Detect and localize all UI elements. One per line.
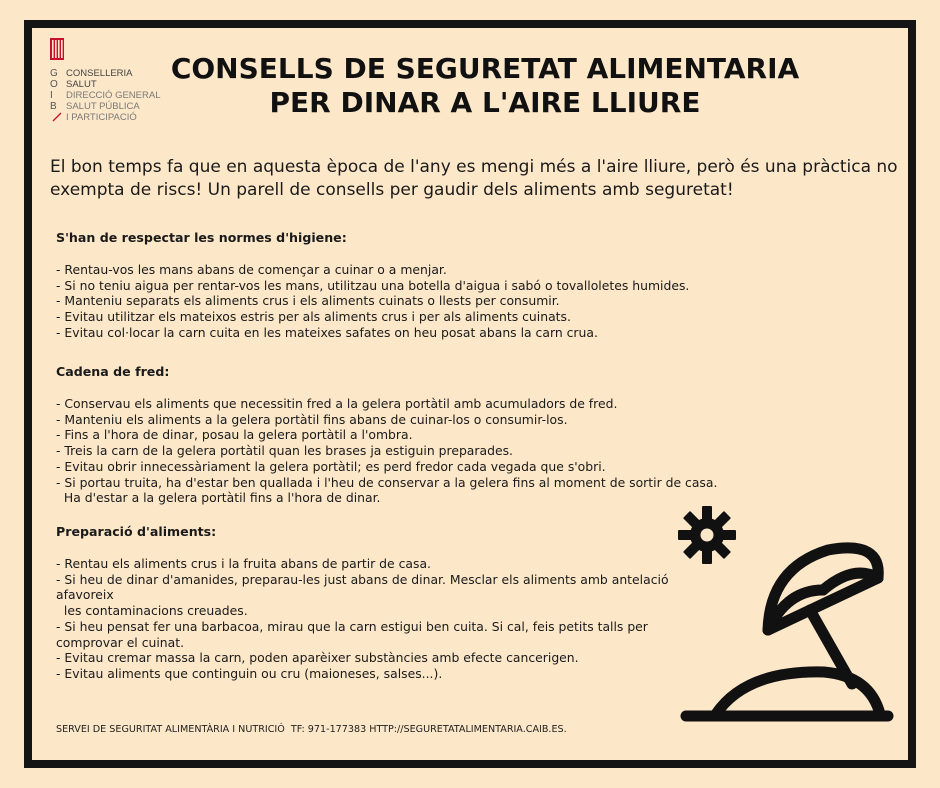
list-item: - Fins a l'hora de dinar, posau la gelera portàtil a l'ombra.: [56, 427, 413, 443]
logo-org-line: CONSELLERIA: [66, 68, 133, 79]
hygiene-section: [56, 230, 846, 341]
list-item: - Evitau utilitzar els mateixos estris per als aliments crus i per als aliments cuinats.: [56, 309, 571, 325]
logo-org-line: DIRECCIÓ GENERAL: [66, 90, 161, 101]
list-item: - Si heu de dinar d'amanides, preparau-les just abans de dinar. Mesclar els aliments amb antelació afavoreix les contaminacions creuades.: [56, 571, 669, 619]
list-item: - Treis la carn de la gelera portàtil quan les brases ja estiguin preparades.: [56, 443, 513, 459]
page-title: [150, 52, 820, 120]
list-item: - Rentau els aliments crus i la fruita abans de partir de casa.: [56, 556, 431, 571]
list-item: - Rentau-vos les mans abans de començar a cuinar o a menjar.: [56, 262, 447, 277]
logo-org-line: SALUT PÚBLICA: [66, 101, 140, 112]
goib-logo: [50, 38, 162, 128]
section-heading: Cadena de fred:: [56, 364, 170, 379]
goib-letters: [50, 68, 58, 112]
cold-chain-section: [56, 364, 846, 506]
logo-org-line: SALUT: [66, 79, 97, 90]
title-line-1: CONSELLS DE SEGURETAT ALIMENTARIA: [170, 52, 800, 85]
section-heading: S'han de respectar les normes d'higiene:: [56, 230, 347, 245]
logo-letter: I: [50, 90, 53, 101]
beach-umbrella-icon: [676, 532, 896, 728]
food-preparation-section: [56, 524, 716, 682]
logo-letter: O: [50, 79, 58, 90]
goib-emblem-icon: [50, 38, 64, 60]
advice-list: [56, 396, 846, 506]
title-line-2: PER DINAR A L'AIRE LLIURE: [269, 86, 701, 119]
list-item: - Si heu pensat fer una barbacoa, mirau que la carn estigui ben cuita. Si cal, feis petits talls per comprovar el cuinat.: [56, 618, 652, 650]
intro-paragraph: El bon temps fa que en aquesta època de l'any es mengi més a l'aire lliure, però és una pràctica no exempta de riscs! Un parell de consells per gaudir dels aliments amb seguretat!: [50, 157, 898, 200]
list-item: - Evitau aliments que continguin ou cru (maioneses, salses...).: [56, 665, 443, 681]
list-item: - Si portau truita, ha d'estar ben quallada i l'heu de conservar a la gelera fins al moment de sortir de casa. Ha d'estar a la gelera portàtil fins a l'hora de dinar.: [56, 474, 718, 506]
list-item: - Conservau els aliments que necessitin fred a la gelera portàtil amb acumuladors de fred.: [56, 396, 618, 411]
advice-list: [56, 556, 716, 682]
list-item: - Evitau cremar massa la carn, poden aparèixer substàncies amb efecte cancerigen.: [56, 650, 579, 666]
list-item: - Evitau obrir innecessàriament la gelera portàtil; es perd fredor cada vegada que s'obri.: [56, 458, 606, 474]
logo-org-line: I PARTICIPACIÓ: [66, 112, 137, 123]
list-item: - Evitau col·locar la carn cuita en les mateixes safates on heu posat abans la carn crua.: [56, 324, 598, 340]
section-heading: Preparació d'aliments:: [56, 524, 217, 539]
footer-contact: SERVEI DE SEGURITAT ALIMENTÀRIA I NUTRICIÓ TF: 971-177383 HTTP://SEGURETATALIMENTARIA.CAIB.ES.: [56, 724, 567, 735]
logo-letter: B: [50, 101, 57, 112]
logo-slash-icon: [52, 112, 62, 122]
advice-list: [56, 262, 846, 341]
list-item: - Manteniu separats els aliments crus i els aliments cuinats o llests per consumir.: [56, 293, 560, 309]
list-item: - Si no teniu aigua per rentar-vos les mans, utilitzau una botella d'aigua i sabó o tovalloletes humides.: [56, 277, 690, 293]
list-item: - Manteniu els aliments a la gelera portàtil fins abans de cuinar-los o consumir-los.: [56, 411, 568, 427]
logo-letter: G: [50, 68, 58, 79]
logo-organization: [66, 68, 161, 123]
